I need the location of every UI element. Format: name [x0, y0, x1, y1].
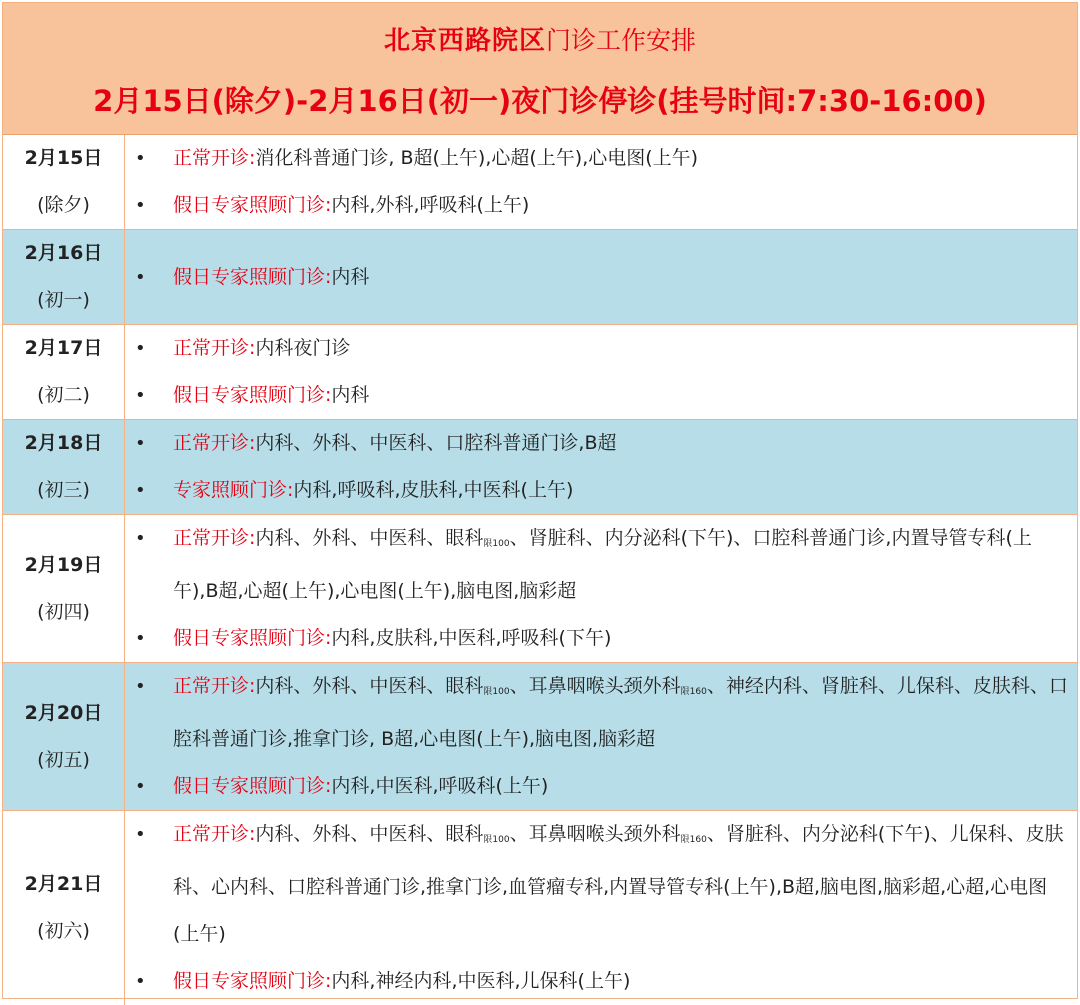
date-cell	[3, 515, 125, 663]
item-text: 、耳鼻咽喉头颈外科	[510, 675, 681, 697]
lunar-label: (除夕)	[3, 182, 124, 229]
item-text: 内科,神经内科,中医科,儿保科(上午)	[331, 970, 630, 992]
table-row	[3, 663, 1077, 811]
bullet-icon: •	[135, 763, 146, 810]
item-text: 内科	[331, 266, 369, 288]
bullet-icon: •	[135, 615, 146, 662]
item-text: 内科、外科、中医科、眼科	[255, 527, 483, 549]
content-cell	[125, 230, 1078, 325]
lunar-label: (初三)	[3, 467, 124, 514]
category-label: 假日专家照顾门诊:	[173, 970, 331, 992]
bullet-icon: •	[135, 515, 146, 562]
list-item	[125, 135, 1077, 182]
table-row	[3, 135, 1077, 230]
item-text: 消化科普通门诊, B超(上午),心超(上午),心电图(上午)	[255, 147, 698, 169]
limit-note: 限100	[483, 687, 509, 697]
bullet-icon: •	[135, 958, 146, 1005]
limit-note: 限160	[681, 687, 707, 697]
list-item	[125, 663, 1077, 763]
item-text: 内科,皮肤科,中医科,呼吸科(下午)	[331, 627, 611, 649]
list-item	[125, 325, 1077, 372]
bullet-icon: •	[135, 811, 146, 858]
limit-note: 限160	[681, 835, 707, 845]
category-label: 正常开诊:	[173, 432, 255, 454]
schedule-table	[3, 135, 1077, 1005]
bullet-icon: •	[135, 663, 146, 710]
content-cell	[125, 663, 1078, 811]
item-text: 、耳鼻咽喉头颈外科	[510, 823, 681, 845]
item-text: 内科、外科、中医科、眼科	[255, 675, 483, 697]
bullet-icon: •	[135, 182, 146, 229]
date-label: 2月21日	[3, 861, 124, 908]
item-text: 内科、外科、中医科、口腔科普通门诊,B超	[255, 432, 616, 454]
category-label: 正常开诊:	[173, 147, 255, 169]
date-label: 2月20日	[3, 690, 124, 737]
item-text: 内科,外科,呼吸科(上午)	[331, 194, 529, 216]
list-item	[125, 182, 1077, 229]
category-label: 专家照顾门诊:	[173, 479, 293, 501]
item-text: 、肾脏科、内分泌科(下午)、口腔科普通门诊,内置导管专科(上午),B超,心超(上午),心电图(上午),脑电图,脑彩超	[173, 527, 1032, 602]
list-item	[125, 811, 1077, 958]
bullet-icon: •	[135, 420, 146, 467]
table-row	[3, 420, 1077, 515]
date-cell	[3, 135, 125, 230]
item-text: 内科,呼吸科,皮肤科,中医科(上午)	[293, 479, 573, 501]
list-item	[125, 420, 1077, 467]
content-cell	[125, 515, 1078, 663]
table-row	[3, 811, 1077, 1005]
header	[3, 3, 1077, 135]
content-cell	[125, 420, 1078, 515]
date-cell	[3, 325, 125, 420]
category-label: 假日专家照顾门诊:	[173, 627, 331, 649]
bullet-icon: •	[135, 467, 146, 514]
date-cell	[3, 663, 125, 811]
category-label: 正常开诊:	[173, 527, 255, 549]
limit-note: 限100	[483, 539, 509, 549]
list-item	[125, 515, 1077, 615]
page-subtitle: 2月15日(除夕)-2月16日(初一)夜门诊停诊(挂号时间:7:30-16:00)	[3, 79, 1077, 123]
date-label: 2月17日	[3, 325, 124, 372]
bullet-icon: •	[135, 325, 146, 372]
date-label: 2月19日	[3, 542, 124, 589]
list-item	[125, 467, 1077, 514]
page-title	[3, 3, 1077, 79]
item-text: 、神经内科、肾脏科、儿保科、皮肤科、口腔科普通门诊,推拿门诊, B超,心电图(上午),脑电图,脑彩超	[173, 675, 1068, 750]
lunar-label: (初六)	[3, 908, 124, 955]
table-row	[3, 515, 1077, 663]
lunar-label: (初一)	[3, 277, 124, 324]
bullet-icon: •	[135, 135, 146, 182]
category-label: 假日专家照顾门诊:	[173, 384, 331, 406]
content-cell	[125, 325, 1078, 420]
limit-note: 限100	[483, 835, 509, 845]
date-label: 2月18日	[3, 420, 124, 467]
bullet-icon: •	[135, 254, 146, 301]
lunar-label: (初四)	[3, 589, 124, 636]
date-cell	[3, 420, 125, 515]
list-item	[125, 958, 1077, 1005]
category-label: 假日专家照顾门诊:	[173, 266, 331, 288]
bullet-icon: •	[135, 372, 146, 419]
category-label: 正常开诊:	[173, 337, 255, 359]
category-label: 假日专家照顾门诊:	[173, 775, 331, 797]
content-cell	[125, 811, 1078, 1005]
list-item	[125, 372, 1077, 419]
table-row	[3, 325, 1077, 420]
category-label: 正常开诊:	[173, 823, 255, 845]
date-cell	[3, 230, 125, 325]
schedule-sheet	[2, 2, 1078, 999]
item-text: 、肾脏科、内分泌科(下午)、儿保科、皮肤科、心内科、口腔科普通门诊,推拿门诊,血管瘤专科,内置导管专科(上午),B超,脑电图,脑彩超,心超,心电图(上午)	[173, 823, 1064, 945]
date-cell	[3, 811, 125, 1005]
lunar-label: (初五)	[3, 737, 124, 784]
title-rest: 门诊工作安排	[546, 26, 696, 55]
item-text: 内科	[331, 384, 369, 406]
title-place: 北京西路院区	[384, 26, 546, 56]
table-row	[3, 230, 1077, 325]
item-text: 内科,中医科,呼吸科(上午)	[331, 775, 548, 797]
list-item	[125, 254, 1077, 301]
list-item	[125, 615, 1077, 662]
item-text: 内科夜门诊	[255, 337, 350, 359]
category-label: 假日专家照顾门诊:	[173, 194, 331, 216]
category-label: 正常开诊:	[173, 675, 255, 697]
date-label: 2月15日	[3, 135, 124, 182]
content-cell	[125, 135, 1078, 230]
list-item	[125, 763, 1077, 810]
date-label: 2月16日	[3, 230, 124, 277]
item-text: 内科、外科、中医科、眼科	[255, 823, 483, 845]
lunar-label: (初二)	[3, 372, 124, 419]
